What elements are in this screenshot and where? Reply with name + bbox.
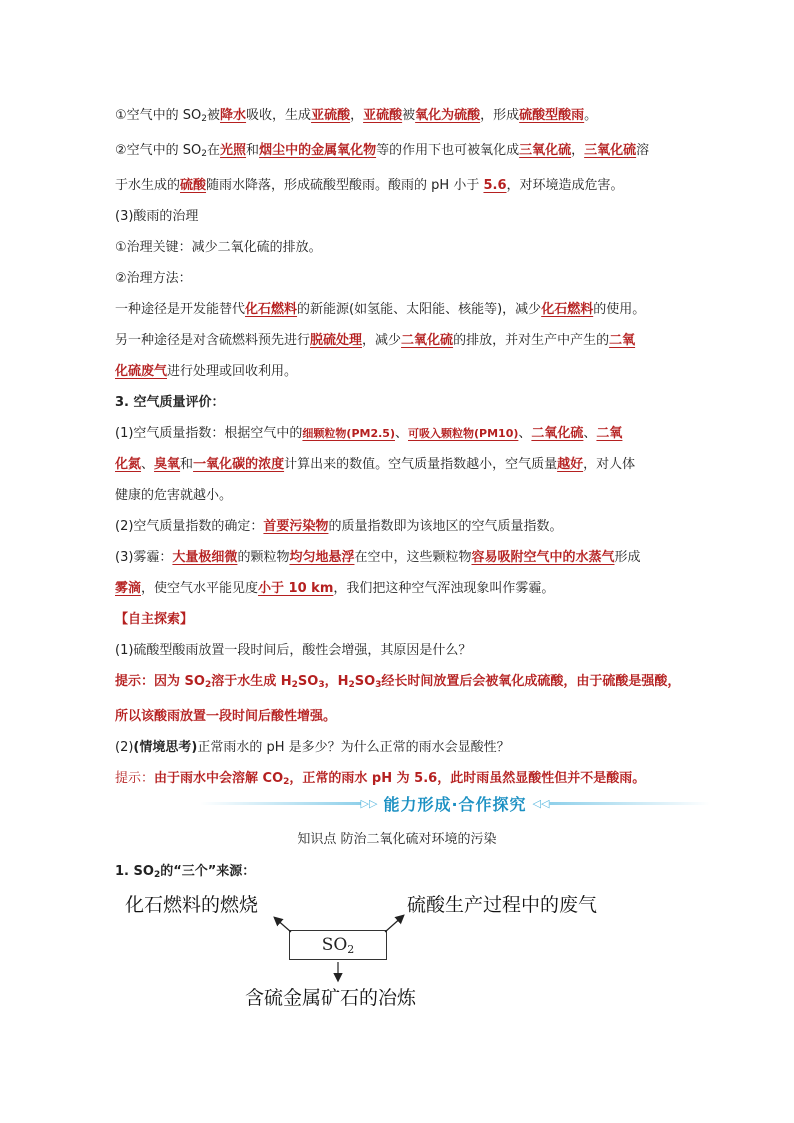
paragraph-so2-oxidation-line1: ②空气中的 $SO_2$在光照和烟尘中的金属氧化物等的作用下也可被氧化成三氧化硫，三氧化硫溶 (115, 143, 650, 159)
diagram-arrows (115, 880, 655, 1015)
document-body (115, 100, 685, 798)
explore-title: 【自主探索】 (115, 612, 194, 627)
paragraph-so2-oxidation-line2: 于水生成的硫酸随雨水降落，形成硫酸型酸雨。酸雨的 pH 小于 5.6，对环境造成危害。 (115, 178, 624, 193)
so2-sources-diagram (115, 880, 655, 1015)
method-two-line2: 化硫废气进行处理或回收利用。 (115, 364, 298, 379)
source-sulfur-ore-smelting: 含硫金属矿石的冶炼 (245, 987, 417, 1009)
key-point: ①治理关键：减少二氧化硫的排放。 (115, 240, 322, 255)
answer-one-line2: 所以该酸雨放置一段时间后酸性增强。 (115, 709, 337, 724)
so2-center-box: $SO_2$ (289, 930, 387, 960)
aqi-definition-line3: 健康的危害就越小。 (115, 488, 233, 503)
aqi-determination: (2)空气质量指数的确定：首要污染物的质量指数即为该地区的空气质量指数。 (115, 519, 563, 534)
method-title: ②治理方法： (115, 271, 192, 286)
aqi-definition-line2: 化氮、臭氧和一氧化碳的浓度计算出来的数值。空气质量指数越小，空气质量越好，对人体 (115, 457, 636, 472)
haze-line2: 雾滴，使空气水平能见度小于 10 km，我们把这种空气浑浊现象叫作雾霾。 (115, 581, 555, 596)
so2-sources-title: 1. $SO_2$的“三个”来源： (115, 864, 256, 880)
method-two-line1: 另一种途径是对含硫燃料预先进行脱硫处理，减少二氧化硫的排放，并对生产中产生的二氧 (115, 333, 636, 348)
banner-title: 能力形成·合作探究 (383, 794, 527, 814)
source-sulfuric-acid-waste-gas: 硫酸生产过程中的废气 (407, 894, 598, 916)
arrow-to-sulfuric-acid (385, 916, 403, 932)
method-one: 一种途径是开发能替代化石燃料的新能源(如氢能、太阳能、核能等)，减少化石燃料的使用。 (115, 302, 646, 317)
double-chevron-right-icon: ▷▷ (360, 796, 378, 810)
source-fossil-fuel: 化石燃料的燃烧 (125, 894, 259, 916)
heading-acid-rain-control: (3)酸雨的治理 (115, 209, 199, 224)
question-one: (1)硫酸型酸雨放置一段时间后，酸性会增强，其原因是什么？ (115, 643, 472, 658)
knowledge-point-title: 知识点 防治二氧化硫对环境的污染 (297, 832, 497, 847)
haze-line1: (3)雾霾：大量极细微的颗粒物均匀地悬浮在空中，这些颗粒物容易吸附空气中的水蒸气形成 (115, 550, 641, 565)
banner-divider-left (200, 802, 361, 805)
question-two: (2)(情境思考)正常雨水的 pH 是多少？为什么正常的雨水会显酸性？ (115, 740, 510, 755)
paragraph-so2-rain: ①空气中的 $SO_2$被降水吸收，生成亚硫酸，亚硫酸被氧化为硫酸，形成硫酸型酸雨。 (115, 108, 598, 124)
banner-divider-right (549, 802, 710, 805)
section-banner (200, 792, 710, 814)
answer-two: 提示：由于雨水中会溶解 $CO_2$，正常的雨水 pH 为 5.6，此时雨虽然显酸性但并不是酸雨。 (115, 771, 646, 787)
double-chevron-left-icon: ◁◁ (532, 796, 550, 810)
answer-one-line1: 提示：因为 $SO_2$溶于水生成 $H_2SO_3$，$H_2SO_3$经长时间放置后会被氧化成硫酸，由于硫酸是强酸， (115, 674, 681, 690)
section-air-quality-title: 3. 空气质量评价： (115, 395, 225, 410)
arrow-to-fossil-fuel (275, 918, 291, 932)
aqi-definition-line1: (1)空气质量指数：根据空气中的细颗粒物(PM2.5)、可吸入颗粒物(PM10)、二氧化硫、二氧 (115, 426, 623, 441)
